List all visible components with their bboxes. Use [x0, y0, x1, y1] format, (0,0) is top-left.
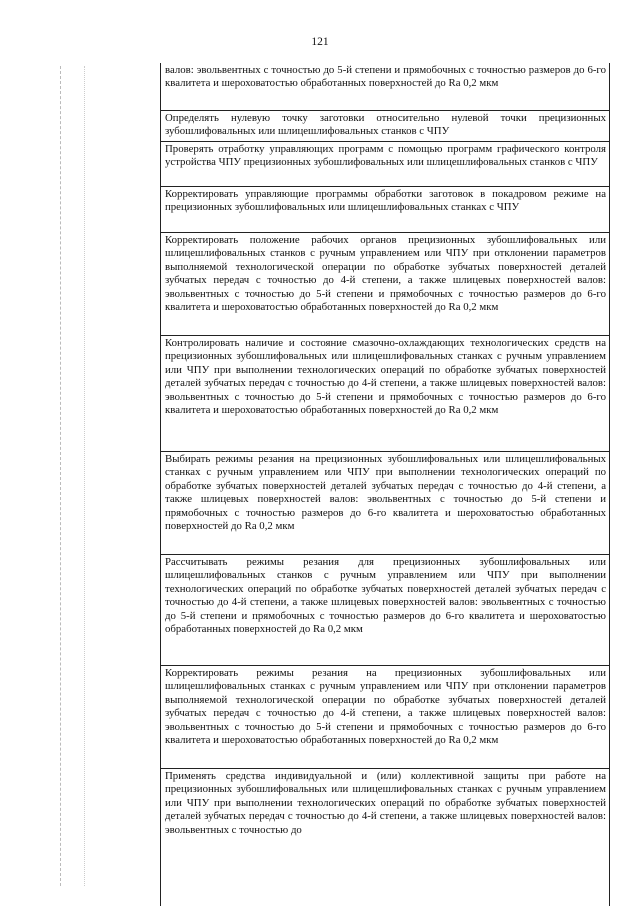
- table-row: [161, 336, 609, 452]
- left-column-edge: [84, 66, 86, 886]
- row-text: Применять средства индивидуальной и (или) коллективной защиты при работе на прецизионных зубошлифовальных или шлицешлифовальных станках с ручным управлением или ЧПУ при выполнении технологических операций по обработке зубчатых поверхностей деталей зубчатых передач с точностью до 4-й степени, а также шлицевых поверхностей валов: эвольвентных с точностью до: [165, 770, 606, 836]
- row-text: Определять нулевую точку заготовки относительно нулевой точки прецизионных зубошлифовальных или шлицешлифовальных станков с ЧПУ: [165, 112, 606, 138]
- row-text: Выбирать режимы резания на прецизионных зубошлифовальных или шлицешлифовальных станках с ручным управлением или ЧПУ при выполнении технологических операций по обработке зубчатых поверхностей деталей зубчатых передач с точностью до 4-й степени, а также шлицевых поверхностей валов: эвольвентных с точностью до 5-й степени и прямобочных с точностью размеров до 6-го квалитета и шероховатостью обработанных поверхностей до Ra 0,2 мкм: [165, 453, 606, 533]
- row-text: Корректировать управляющие программы обработки заготовок в покадровом режиме на прецизионных зубошлифовальных или шлицешлифовальных станках с ЧПУ: [165, 188, 606, 214]
- row-text: Корректировать положение рабочих органов прецизионных зубошлифовальных или шлицешлифовальных станков с ручным управлением или ЧПУ при отклонении параметров выполняемой технологической операции по обработке зубчатых поверхностей деталей зубчатых передач с точностью до 4-й степени, а также шлицевых поверхностей валов: эвольвентных с точностью до 5-й степени и прямобочных с точностью размеров до 6-го квалитета и шероховатостью обработанных поверхностей до Ra 0,2 мкм: [165, 234, 606, 314]
- page-number: 121: [311, 36, 329, 48]
- row-text: Проверять отработку управляющих программ с помощью программ графического контроля устройства ЧПУ прецизионных зубошлифовальных или шлицешлифовальных станков с ЧПУ: [165, 143, 606, 169]
- table-row: [161, 187, 609, 233]
- row-text: Корректировать режимы резания на прецизионных зубошлифовальных или шлицешлифовальных станках с ручным управлением или ЧПУ при отклонении параметров выполняемой технологической операции по обработке зубчатых поверхностей деталей зубчатых передач с точностью до 4-й степени, а также шлицевых поверхностей валов: эвольвентных с точностью до 5-й степени и прямобочных с точностью размеров до 6-го квалитета и шероховатостью обработанных поверхностей до Ra 0,2 мкм: [165, 667, 606, 747]
- table-row: [161, 666, 609, 769]
- table-row: [161, 111, 609, 142]
- table-row: [161, 769, 609, 906]
- table-row: [161, 452, 609, 555]
- table-row: [161, 233, 609, 336]
- table-row: [161, 555, 609, 666]
- table-row: [161, 63, 609, 111]
- requirements-table: [160, 63, 610, 906]
- row-text: Рассчитывать режимы резания для прецизионных зубошлифовальных или шлицешлифовальных станков с ручным управлением или ЧПУ при выполнении технологических операций по обработке зубчатых поверхностей деталей зубчатых передач с точностью до 4-й степени, а также шлицевых поверхностей валов: эвольвентных с точностью до 5-й степени и прямобочных с точностью размеров до 6-го квалитета и шероховатостью обработанных поверхностей до Ra 0,2 мкм: [165, 556, 606, 636]
- row-text: валов: эвольвентных с точностью до 5-й степени и прямобочных с точностью размеров до 6-го квалитета и шероховатостью обработанных поверхностей до Ra 0,2 мкм: [165, 64, 606, 90]
- row-text: Контролировать наличие и состояние смазочно-охлаждающих технологических средств на прецизионных зубошлифовальных или шлицешлифовальных станках с ручным управлением или ЧПУ при выполнении технологических операций по обработке зубчатых поверхностей деталей зубчатых передач с точностью до 4-й степени, а также шлицевых поверхностей валов: эвольвентных с точностью до 5-й степени и прямобочных с точностью размеров до 6-го квалитета и шероховатостью обработанных поверхностей до Ra 0,2 мкм: [165, 337, 606, 417]
- table-row: [161, 142, 609, 187]
- left-margin-rule: [60, 66, 62, 886]
